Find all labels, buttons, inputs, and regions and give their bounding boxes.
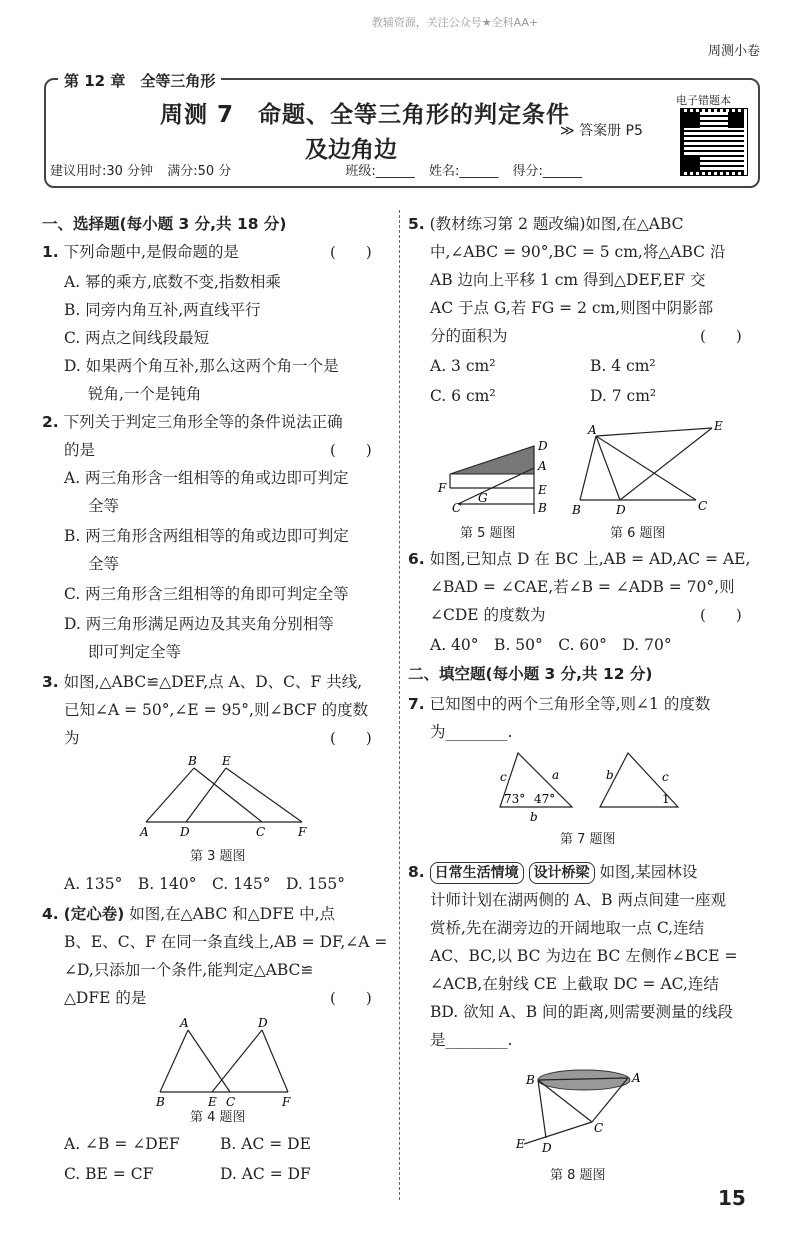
q4-text-4: △DFE 的是 <box>64 989 147 1007</box>
q5-label-e: E <box>538 483 547 497</box>
q8-text-2: 赏桥,先在湖旁边的开阔地取一点 C,连结 <box>430 919 705 937</box>
q4-label-e: E <box>208 1095 217 1107</box>
qr-code-icon <box>680 108 748 176</box>
q5-text: (教材练习第 2 题改编)如图,在△ABC <box>429 215 684 233</box>
q3-label-a: A <box>140 825 149 839</box>
q8-text-3: AC、BC,以 BC 为边在 BC 左侧作∠BCE = <box>430 947 738 965</box>
q3-number: 3. <box>42 673 59 691</box>
q6-label-e: E <box>714 419 723 433</box>
q6-figure <box>570 418 740 518</box>
q3-figure <box>130 752 330 847</box>
q1-option-a[interactable]: A. 幂的乘方,底数不变,指数相乘 <box>64 273 281 291</box>
q8-text-1: 计师计划在湖两侧的 A、B 两点间建一座观 <box>430 891 726 909</box>
q1-option-b[interactable]: B. 同旁内角互补,两直线平行 <box>64 301 261 319</box>
class-field[interactable]: 班级:______ <box>345 164 415 179</box>
points-field[interactable]: 得分:______ <box>512 164 582 179</box>
q4-option-d[interactable]: D. AC = DF <box>220 1165 311 1183</box>
chapter-label: 第 12 章 全等三角形 <box>58 70 221 91</box>
q5-option-a[interactable]: A. 3 cm² <box>430 357 496 375</box>
q5-text-4: AC 于点 G,若 FG = 2 cm,则图中阴影部 <box>430 299 714 317</box>
q5-text-5: 分的面积为 <box>430 327 508 345</box>
q7-label-c-left: c <box>500 770 507 784</box>
q4-option-b[interactable]: B. AC = DE <box>220 1135 311 1153</box>
page-title-line2: 及边角边 <box>305 137 397 163</box>
q5-label-b: B <box>538 501 547 515</box>
q3-text-2: 已知∠A = 50°,∠E = 95°,则∠BCF 的度数 <box>64 701 369 719</box>
q5-option-d[interactable]: D. 7 cm² <box>590 387 657 405</box>
q2-stem <box>42 408 343 436</box>
q5-label-a: A <box>538 459 547 473</box>
q8-tag-bridge: 设计桥梁 <box>529 862 595 884</box>
q4-caption: 第 4 题图 <box>190 1110 246 1125</box>
info-line <box>50 160 670 179</box>
q6-text: 如图,已知点 D 在 BC 上,AB = AD,AC = AE, <box>429 550 751 568</box>
q8-figure <box>510 1062 650 1162</box>
q5-figure <box>432 432 562 522</box>
q4-figure <box>150 1012 300 1107</box>
q5-caption: 第 5 题图 <box>460 526 516 541</box>
q3-label-b: B <box>188 754 197 768</box>
column-divider <box>399 210 400 1200</box>
q1-text: 下列命题中,是假命题的是 <box>63 243 240 261</box>
q6-stem <box>408 545 750 573</box>
q7-label-c-right: c <box>662 770 669 784</box>
q4-text-3: ∠D,只添加一个条件,能判定△ABC≌ <box>64 961 314 979</box>
q8-number: 8. <box>408 863 425 881</box>
q7-angle-47: 47° <box>534 792 556 806</box>
q7-figure <box>490 745 700 825</box>
score-info: 满分:50 分 <box>167 164 232 179</box>
section-choice-heading: 一、选择题(每小题 3 分,共 18 分) <box>42 215 287 233</box>
q8-answer-blank[interactable]: 是________. <box>430 1031 513 1049</box>
q3-label-c: C <box>256 825 266 839</box>
q3-text-3: 为 <box>64 729 80 747</box>
q5-answer-paren[interactable]: ( ) <box>700 327 742 345</box>
q3-answer-paren[interactable]: ( ) <box>330 729 372 747</box>
q5-number: 5. <box>408 215 425 233</box>
q4-text: 如图,在△ABC 和△DFE 中,点 <box>129 905 336 923</box>
q8-caption: 第 8 题图 <box>550 1168 606 1183</box>
q1-option-d[interactable]: D. 如果两个角互补,那么这两个角一个是 <box>64 357 339 375</box>
q4-number: 4. <box>42 905 59 923</box>
q6-label-d: D <box>616 503 626 517</box>
q3-options[interactable]: A. 135° B. 140° C. 145° D. 155° <box>64 875 346 893</box>
q2-option-b-cont: 全等 <box>88 555 120 573</box>
q4-option-a[interactable]: A. ∠B = ∠DEF <box>64 1135 180 1153</box>
q6-label-c: C <box>698 499 708 513</box>
q7-stem <box>408 690 710 718</box>
q2-option-a-cont: 全等 <box>88 497 120 515</box>
q4-label-a: A <box>180 1016 189 1030</box>
q3-text: 如图,△ABC≌△DEF,点 A、D、C、F 共线, <box>63 673 363 691</box>
q5-stem <box>408 210 684 238</box>
q8-tag-life: 日常生活情境 <box>430 862 524 884</box>
q3-caption: 第 3 题图 <box>190 849 246 864</box>
q1-stem <box>42 238 239 266</box>
q4-label-f: F <box>282 1095 291 1107</box>
q6-text-2: ∠BAD = ∠CAE,若∠B = ∠ADB = 70°,则 <box>430 578 735 596</box>
q4-label-b: B <box>156 1095 165 1107</box>
q5-label-g: G <box>478 491 488 505</box>
q4-answer-paren[interactable]: ( ) <box>330 989 372 1007</box>
q2-option-a[interactable]: A. 两三角形含一组相等的角或边即可判定 <box>64 469 349 487</box>
q6-number: 6. <box>408 550 425 568</box>
page-title: 周测 7 命题、全等三角形的判定条件 <box>160 102 571 128</box>
qr-label: 电子错题本 <box>676 94 731 107</box>
name-field[interactable]: 姓名:______ <box>428 164 499 179</box>
q1-number: 1. <box>42 243 59 261</box>
q6-answer-paren[interactable]: ( ) <box>700 606 742 624</box>
q4-tag: (定心卷) <box>63 905 125 923</box>
top-tag: 周测小卷 <box>707 44 760 59</box>
q6-label-b: B <box>572 503 581 517</box>
q4-text-2: B、E、C、F 在同一条直线上,AB = DF,∠A = <box>64 933 388 951</box>
q8-text-5: BD. 欲知 A、B 间的距离,则需要测量的线段 <box>430 1003 733 1021</box>
q3-stem <box>42 668 362 696</box>
q1-answer-paren[interactable]: ( ) <box>330 243 372 261</box>
q4-stem <box>42 900 335 928</box>
q6-text-3: ∠CDE 的度数为 <box>430 606 546 624</box>
q2-answer-paren[interactable]: ( ) <box>330 441 372 459</box>
q6-caption: 第 6 题图 <box>610 526 666 541</box>
q5-text-3: AB 边向上平移 1 cm 得到△DEF,EF 交 <box>430 271 706 289</box>
q4-label-c: C <box>226 1095 236 1107</box>
q5-text-2: 中,∠ABC = 90°,BC = 5 cm,将△ABC 沿 <box>430 243 726 261</box>
time-info: 建议用时:30 分钟 <box>50 164 154 179</box>
q7-answer-blank[interactable]: 为________. <box>430 723 513 741</box>
q6-label-a: A <box>588 423 597 437</box>
q8-text-4: ∠ACB,在射线 CE 上截取 DC = AC,连结 <box>430 975 719 993</box>
q2-option-d-cont: 即可判定全等 <box>88 643 182 661</box>
answer-reference: ≫ 答案册 P5 <box>560 123 643 139</box>
q3-label-f: F <box>298 825 307 839</box>
q8-label-c: C <box>594 1121 604 1135</box>
q2-text: 下列关于判定三角形全等的条件说法正确 <box>63 413 343 431</box>
q7-number: 7. <box>408 695 425 713</box>
q3-label-d: D <box>180 825 190 839</box>
q8-label-e: E <box>516 1137 525 1151</box>
q4-option-c[interactable]: C. BE = CF <box>64 1165 154 1183</box>
q2-option-b[interactable]: B. 两三角形含两组相等的角或边即可判定 <box>64 527 349 545</box>
q2-option-c[interactable]: C. 两三角形含三组相等的角即可判定全等 <box>64 585 349 603</box>
q8-label-a: A <box>632 1071 641 1085</box>
q8-text: 如图,某园林设 <box>599 863 698 881</box>
q7-label-b-left: b <box>530 810 538 824</box>
q1-option-d-cont: 锐角,一个是钝角 <box>88 385 202 403</box>
q2-text-cont: 的是 <box>64 441 96 459</box>
q7-label-b-right: b <box>606 768 614 782</box>
page-number: 15 <box>718 1186 746 1210</box>
q5-option-c[interactable]: C. 6 cm² <box>430 387 496 405</box>
q4-label-d: D <box>258 1016 268 1030</box>
q7-caption: 第 7 题图 <box>560 832 616 847</box>
q5-label-f: F <box>438 481 447 495</box>
q8-label-d: D <box>542 1141 552 1155</box>
q3-label-e: E <box>222 754 231 768</box>
q5-label-d: D <box>538 439 548 453</box>
q2-number: 2. <box>42 413 59 431</box>
q5-label-c: C <box>452 501 462 515</box>
q7-angle-1: 1 <box>662 792 670 806</box>
q6-options[interactable]: A. 40° B. 50° C. 60° D. 70° <box>430 636 672 654</box>
q7-angle-73: 73° <box>504 792 526 806</box>
q1-option-c[interactable]: C. 两点之间线段最短 <box>64 329 210 347</box>
q2-option-d[interactable]: D. 两三角形满足两边及其夹角分别相等 <box>64 615 334 633</box>
q7-text: 已知图中的两个三角形全等,则∠1 的度数 <box>429 695 711 713</box>
watermark-note: 教辅资源，关注公众号★全科AA+ <box>371 16 539 29</box>
section-fill-heading: 二、填空题(每小题 3 分,共 12 分) <box>408 665 653 683</box>
q8-label-b: B <box>526 1073 535 1087</box>
q5-option-b[interactable]: B. 4 cm² <box>590 357 656 375</box>
q7-label-a-left: a <box>552 768 560 782</box>
q8-stem <box>408 858 697 886</box>
